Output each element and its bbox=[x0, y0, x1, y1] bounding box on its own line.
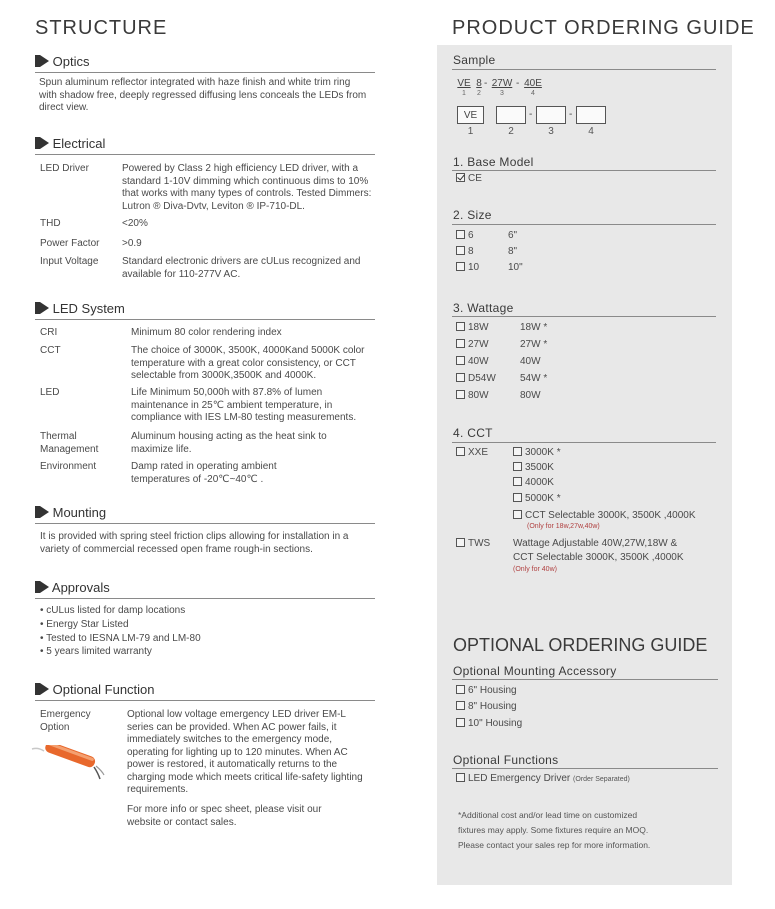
led-value-cri: Minimum 80 color rendering index bbox=[131, 327, 282, 338]
led-system-section-title bbox=[35, 301, 375, 320]
size-desc-10: 10" bbox=[508, 262, 523, 273]
emergency-driver-image bbox=[30, 745, 110, 785]
accessory-option-8-housing[interactable]: 8" Housing bbox=[456, 701, 517, 712]
led-system-title-text: LED System bbox=[52, 301, 125, 316]
wattage-option-80w[interactable]: 80W bbox=[456, 390, 489, 401]
checkbox-icon[interactable] bbox=[513, 477, 522, 486]
checkbox-icon[interactable] bbox=[456, 685, 465, 694]
led-value-cct: The choice of 3000K, 3500K, 4000Kand 5000K color temperature with a great color consistency, or CCT selectable from 3000K,3500K and 4000K. bbox=[131, 345, 365, 381]
footnote-line: Please contact your sales rep for more information. bbox=[458, 840, 651, 850]
cct-xxe-selectable[interactable]: CCT Selectable 3000K, 3500K ,4000K bbox=[513, 510, 696, 521]
emergency-option-text: Optional low voltage emergency LED driver EM-L series can be provided. When AC power fails, it immediately switches to the emergency mode, operating for lighting up to 120 minutes. When AC power is restored, it automatically returns to the charging mode which meets critical life-safety lighting requirements. bbox=[127, 709, 363, 795]
checkbox-icon[interactable] bbox=[456, 447, 465, 456]
optics-section-title bbox=[35, 54, 375, 73]
size-title: 2. Size bbox=[453, 208, 492, 222]
led-value-thermal: Aluminum housing acting as the heat sink to maximize life. bbox=[131, 431, 327, 455]
electrical-label-power-factor: Power Factor bbox=[40, 238, 100, 249]
list-item: • Tested to IESNA LM-79 and LM-80 bbox=[40, 632, 201, 644]
led-value-environment: Damp rated in operating ambient temperatures of -20℃~40℃ . bbox=[131, 461, 277, 485]
sample-dash: - bbox=[484, 78, 488, 89]
cct-option-xxe[interactable]: XXE bbox=[456, 447, 488, 458]
divider bbox=[452, 224, 716, 225]
sample-code-num-4: 4 bbox=[531, 90, 535, 97]
sample-box-dash: - bbox=[529, 109, 533, 120]
cct-xxe-3500k[interactable]: 3500K bbox=[513, 462, 554, 473]
led-label-led: LED bbox=[40, 387, 60, 398]
checkbox-icon[interactable] bbox=[456, 339, 465, 348]
wattage-option-40w[interactable]: 40W bbox=[456, 356, 489, 367]
footnote bbox=[458, 808, 650, 853]
optional-ordering-heading: OPTIONAL ORDERING GUIDE bbox=[453, 635, 708, 655]
checkbox-icon[interactable] bbox=[456, 262, 465, 271]
led-label-environment: Environment bbox=[40, 461, 97, 472]
approvals-title-text: Approvals bbox=[51, 580, 110, 595]
electrical-value-thd: <20% bbox=[122, 218, 148, 229]
checkbox-icon[interactable] bbox=[513, 462, 522, 471]
sample-box-num-3: 3 bbox=[548, 126, 554, 137]
mounting-accessory-title: Optional Mounting Accessory bbox=[453, 664, 617, 678]
option-note: (Order Separated) bbox=[573, 776, 630, 783]
electrical-label-led-driver: LED Driver bbox=[40, 163, 89, 174]
divider bbox=[452, 768, 718, 769]
wattage-option-d54w[interactable]: D54W bbox=[456, 373, 496, 384]
checkbox-icon[interactable] bbox=[456, 322, 465, 331]
led-label-cct: CCT bbox=[40, 345, 61, 356]
wattage-desc-27w: 27W * bbox=[520, 339, 548, 350]
arrow-right-icon bbox=[40, 55, 49, 67]
checkbox-icon[interactable] bbox=[513, 447, 522, 456]
electrical-value-input-voltage: Standard electronic drivers are cULus recognized and available for 110-277V AC. bbox=[122, 256, 361, 280]
optional-functions-title: Optional Functions bbox=[453, 753, 559, 767]
divider bbox=[452, 442, 716, 443]
checkbox-icon[interactable] bbox=[456, 390, 465, 399]
sample-code-part-1: VE bbox=[457, 78, 471, 89]
accessory-option-6-housing[interactable]: 6" Housing bbox=[456, 685, 517, 696]
divider bbox=[452, 316, 716, 317]
optional-function-emergency-driver[interactable]: LED Emergency Driver (Order Separated) bbox=[456, 773, 630, 784]
mounting-text: It is provided with spring steel friction clips allowing for installation in a variety of commercial recessed open frame rough-in sections. bbox=[40, 531, 349, 555]
sample-code-part-4: 40E bbox=[524, 78, 542, 89]
cct-tws-line1: Wattage Adjustable 40W,27W,18W & bbox=[513, 538, 678, 549]
sample-code-part-3: 27W bbox=[491, 78, 513, 89]
size-desc-6: 6" bbox=[508, 230, 518, 241]
size-option-10[interactable]: 10 bbox=[456, 262, 479, 273]
arrow-right-icon bbox=[40, 302, 49, 314]
arrow-right-icon bbox=[40, 581, 49, 593]
optics-text: Spun aluminum reflector integrated with haze finish and white trim ring with shadow free, deeply regressed diffusing lens conceals the LEDs from direct view. bbox=[39, 77, 367, 113]
electrical-label-thd: THD bbox=[40, 218, 61, 229]
sample-code-num-2: 2 bbox=[477, 90, 481, 97]
structure-heading: STRUCTURE bbox=[35, 17, 168, 39]
footnote-line: fixtures may apply. Some fixtures require an MOQ. bbox=[458, 825, 649, 835]
checkbox-icon[interactable] bbox=[456, 246, 465, 255]
electrical-value-power-factor: >0.9 bbox=[122, 238, 142, 249]
list-item: • Energy Star Listed bbox=[40, 618, 129, 630]
sample-code-part-2: 8 bbox=[476, 78, 482, 89]
cct-xxe-5000k[interactable]: 5000K * bbox=[513, 493, 561, 504]
wattage-title: 3. Wattage bbox=[453, 301, 514, 315]
electrical-value-led-driver: Powered by Class 2 high efficiency LED driver, with a standard 1-10V dimming which continuous dims to 10% that works with many types of controls. Tested Dimmers: Lutron ® Diva-Dvtv, Leviton ® IP-710-DL. bbox=[122, 163, 372, 212]
list-item: • 5 years limited warranty bbox=[40, 646, 152, 658]
wattage-option-18w[interactable]: 18W bbox=[456, 322, 489, 333]
led-label-cri: CRI bbox=[40, 327, 58, 338]
accessory-option-10-housing[interactable]: 10" Housing bbox=[456, 718, 522, 729]
sample-dash: - bbox=[516, 78, 520, 89]
arrow-right-icon bbox=[40, 683, 49, 695]
divider bbox=[452, 69, 716, 70]
cct-option-tws[interactable]: TWS bbox=[456, 538, 490, 549]
base-model-option-ce[interactable]: CE bbox=[456, 173, 482, 184]
sample-code-num-1: 1 bbox=[462, 90, 466, 97]
checkbox-icon[interactable] bbox=[513, 493, 522, 502]
sample-box-num-1: 1 bbox=[467, 126, 474, 137]
size-option-6[interactable]: 6 bbox=[456, 230, 474, 241]
optics-title-text: Optics bbox=[52, 54, 90, 69]
checkbox-icon[interactable] bbox=[456, 538, 465, 547]
sample-box-4 bbox=[576, 106, 606, 124]
checkbox-checked-icon[interactable] bbox=[456, 173, 465, 182]
checkbox-icon[interactable] bbox=[456, 230, 465, 239]
led-value-led: Life Minimum 50,000h with 87.8% of lumen maintenance in 25℃ ambient temperature, in compliance with IES LM-80 testing measurements. bbox=[131, 387, 357, 423]
list-item: • cULus listed for damp locations bbox=[40, 605, 186, 616]
cct-tws-line2: CCT Selectable 3000K, 3500K ,4000K bbox=[513, 552, 684, 563]
sample-code bbox=[456, 78, 566, 104]
arrow-right-icon bbox=[40, 137, 49, 149]
optional-function-title-text: Optional Function bbox=[52, 682, 155, 697]
sample-box-num-4: 4 bbox=[588, 126, 594, 137]
checkbox-icon[interactable] bbox=[456, 701, 465, 710]
led-label-thermal: Thermal Management bbox=[40, 431, 99, 455]
checkbox-icon[interactable] bbox=[456, 356, 465, 365]
footnote-line: *Additional cost and/or lead time on customized bbox=[458, 810, 638, 820]
checkbox-icon[interactable] bbox=[456, 718, 465, 727]
wattage-desc-80w: 80W bbox=[520, 390, 541, 401]
emergency-more-info: For more info or spec sheet, please visit our website or contact sales. bbox=[127, 804, 322, 828]
cct-title: 4. CCT bbox=[453, 426, 493, 440]
electrical-section-title bbox=[35, 136, 375, 155]
checkbox-icon[interactable] bbox=[513, 510, 522, 519]
ordering-guide-heading: PRODUCT ORDERING GUIDE bbox=[452, 17, 755, 39]
cct-xxe-note: (Only for 18w,27w,40w) bbox=[527, 523, 600, 530]
electrical-title-text: Electrical bbox=[52, 136, 106, 151]
checkbox-icon[interactable] bbox=[456, 773, 465, 782]
sample-code-num-3: 3 bbox=[500, 90, 504, 97]
sample-title: Sample bbox=[453, 53, 496, 67]
cct-xxe-3000k[interactable]: 3000K * bbox=[513, 447, 561, 458]
size-option-8[interactable]: 8 bbox=[456, 246, 474, 257]
divider bbox=[452, 170, 716, 171]
wattage-desc-18w: 18W * bbox=[520, 322, 548, 333]
cct-xxe-4000k[interactable]: 4000K bbox=[513, 477, 554, 488]
size-desc-8: 8" bbox=[508, 246, 518, 257]
mounting-title-text: Mounting bbox=[52, 505, 107, 520]
sample-box-1: VE bbox=[457, 106, 484, 124]
arrow-right-icon bbox=[40, 506, 49, 518]
wattage-desc-40w: 40W bbox=[520, 356, 541, 367]
sample-box-2 bbox=[496, 106, 526, 124]
optional-function-section-title bbox=[35, 682, 375, 701]
divider bbox=[452, 679, 718, 680]
checkbox-icon[interactable] bbox=[456, 373, 465, 382]
base-model-title: 1. Base Model bbox=[453, 155, 534, 169]
mounting-section-title bbox=[35, 505, 375, 524]
sample-box-dash: - bbox=[569, 109, 573, 120]
sample-box-3 bbox=[536, 106, 566, 124]
cct-tws-note: (Only for 40w) bbox=[513, 566, 557, 573]
wattage-desc-d54w: 54W * bbox=[520, 373, 548, 384]
wattage-option-27w[interactable]: 27W bbox=[456, 339, 489, 350]
approvals-section-title bbox=[35, 580, 375, 599]
sample-box-num-2: 2 bbox=[508, 126, 514, 137]
approvals-list bbox=[40, 604, 201, 659]
electrical-label-input-voltage: Input Voltage bbox=[40, 256, 99, 267]
emergency-option-label: Emergency Option bbox=[40, 709, 91, 733]
